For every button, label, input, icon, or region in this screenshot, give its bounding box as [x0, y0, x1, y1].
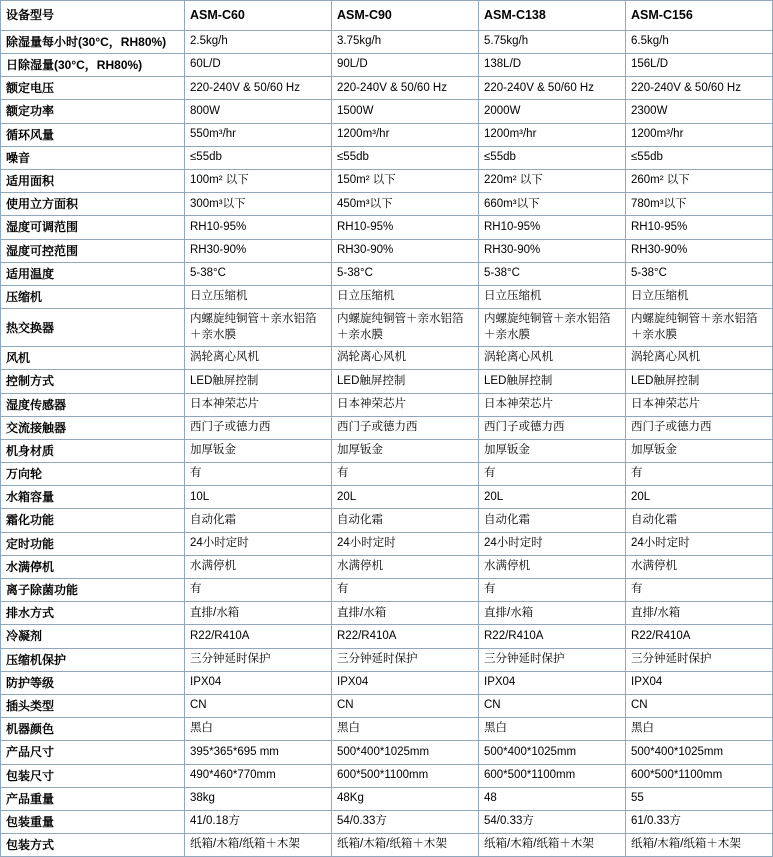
- cell-value: 涡轮离心风机: [626, 347, 773, 370]
- row-label: 压缩机: [1, 285, 185, 308]
- cell-value: IPX04: [185, 671, 332, 694]
- table-body: [1, 30, 773, 856]
- cell-value: 600*500*1100mm: [626, 764, 773, 787]
- row-label: 万向轮: [1, 463, 185, 486]
- cell-value: 500*400*1025mm: [332, 741, 479, 764]
- cell-value: 54/0.33方: [332, 810, 479, 833]
- cell-value: 黑白: [479, 718, 626, 741]
- row-label: 插头类型: [1, 694, 185, 717]
- cell-value: 100m² 以下: [185, 170, 332, 193]
- row-label: 湿度可控范围: [1, 239, 185, 262]
- cell-value: ≤55db: [479, 146, 626, 169]
- row-label: 压缩机保护: [1, 648, 185, 671]
- cell-value: 5-38°C: [626, 262, 773, 285]
- column-header-model-2: ASM-C90: [332, 1, 479, 31]
- table-row: [1, 787, 773, 810]
- cell-value: 1200m³/hr: [332, 123, 479, 146]
- table-row: [1, 810, 773, 833]
- table-row: [1, 439, 773, 462]
- cell-value: 直排/水箱: [626, 602, 773, 625]
- table-row: [1, 694, 773, 717]
- cell-value: 41/0.18方: [185, 810, 332, 833]
- cell-value: 内螺旋纯铜管＋亲水铝箔＋亲水膜: [626, 309, 773, 347]
- cell-value: RH30-90%: [626, 239, 773, 262]
- table-row: [1, 602, 773, 625]
- cell-value: 220m² 以下: [479, 170, 626, 193]
- table-row: [1, 30, 773, 53]
- row-label: 额定电压: [1, 77, 185, 100]
- cell-value: 550m³/hr: [185, 123, 332, 146]
- cell-value: 加厚钣金: [479, 439, 626, 462]
- row-label: 风机: [1, 347, 185, 370]
- table-row: [1, 463, 773, 486]
- cell-value: 有: [479, 463, 626, 486]
- cell-value: 水满停机: [479, 555, 626, 578]
- table-row: [1, 193, 773, 216]
- cell-value: 日立压缩机: [332, 285, 479, 308]
- table-row: [1, 170, 773, 193]
- table-row: [1, 216, 773, 239]
- cell-value: R22/R410A: [185, 625, 332, 648]
- cell-value: RH10-95%: [626, 216, 773, 239]
- table-header-row: [1, 1, 773, 31]
- row-label: 除湿量每小时(30°C，RH80%): [1, 30, 185, 53]
- row-label: 机器颜色: [1, 718, 185, 741]
- row-label: 控制方式: [1, 370, 185, 393]
- cell-value: 38kg: [185, 787, 332, 810]
- row-label: 离子除菌功能: [1, 579, 185, 602]
- cell-value: 1200m³/hr: [479, 123, 626, 146]
- row-label: 适用面积: [1, 170, 185, 193]
- cell-value: 日立压缩机: [626, 285, 773, 308]
- cell-value: 西门子或德力西: [626, 416, 773, 439]
- cell-value: 20L: [626, 486, 773, 509]
- row-label: 水满停机: [1, 555, 185, 578]
- cell-value: IPX04: [479, 671, 626, 694]
- cell-value: 直排/水箱: [479, 602, 626, 625]
- cell-value: LED触屏控制: [332, 370, 479, 393]
- row-label: 适用温度: [1, 262, 185, 285]
- cell-value: 西门子或德力西: [479, 416, 626, 439]
- cell-value: 500*400*1025mm: [626, 741, 773, 764]
- table-row: [1, 239, 773, 262]
- cell-value: 有: [479, 579, 626, 602]
- cell-value: 日立压缩机: [185, 285, 332, 308]
- cell-value: 48Kg: [332, 787, 479, 810]
- cell-value: 三分钟延时保护: [479, 648, 626, 671]
- cell-value: 5-38°C: [332, 262, 479, 285]
- cell-value: 西门子或德力西: [332, 416, 479, 439]
- cell-value: 780m³以下: [626, 193, 773, 216]
- cell-value: 2.5kg/h: [185, 30, 332, 53]
- cell-value: CN: [185, 694, 332, 717]
- cell-value: 日本神荣芯片: [332, 393, 479, 416]
- table-row: [1, 486, 773, 509]
- cell-value: 60L/D: [185, 54, 332, 77]
- cell-value: RH30-90%: [479, 239, 626, 262]
- table-row: [1, 54, 773, 77]
- table-row: [1, 509, 773, 532]
- cell-value: CN: [332, 694, 479, 717]
- cell-value: 260m² 以下: [626, 170, 773, 193]
- row-label: 水箱容量: [1, 486, 185, 509]
- row-label: 定时功能: [1, 532, 185, 555]
- cell-value: 黑白: [332, 718, 479, 741]
- cell-value: 24小时定时: [185, 532, 332, 555]
- cell-value: 有: [626, 579, 773, 602]
- row-label: 产品重量: [1, 787, 185, 810]
- table-row: [1, 285, 773, 308]
- table-row: [1, 393, 773, 416]
- table-row: [1, 370, 773, 393]
- cell-value: LED触屏控制: [479, 370, 626, 393]
- row-label: 循环风量: [1, 123, 185, 146]
- cell-value: RH10-95%: [185, 216, 332, 239]
- table-row: [1, 648, 773, 671]
- row-label: 日除湿量(30°C，RH80%): [1, 54, 185, 77]
- cell-value: ≤55db: [185, 146, 332, 169]
- row-label: 湿度可调范围: [1, 216, 185, 239]
- cell-value: RH30-90%: [185, 239, 332, 262]
- column-header-model-4: ASM-C156: [626, 1, 773, 31]
- cell-value: 水满停机: [185, 555, 332, 578]
- cell-value: 有: [185, 463, 332, 486]
- cell-value: 自动化霜: [332, 509, 479, 532]
- cell-value: R22/R410A: [479, 625, 626, 648]
- row-label: 排水方式: [1, 602, 185, 625]
- cell-value: LED触屏控制: [185, 370, 332, 393]
- cell-value: 5.75kg/h: [479, 30, 626, 53]
- row-label: 冷凝剂: [1, 625, 185, 648]
- cell-value: RH30-90%: [332, 239, 479, 262]
- table-row: [1, 834, 773, 857]
- cell-value: 涡轮离心风机: [479, 347, 626, 370]
- row-label: 交流接触器: [1, 416, 185, 439]
- cell-value: 10L: [185, 486, 332, 509]
- cell-value: 138L/D: [479, 54, 626, 77]
- cell-value: 三分钟延时保护: [626, 648, 773, 671]
- cell-value: 有: [626, 463, 773, 486]
- row-label: 额定功率: [1, 100, 185, 123]
- table-row: [1, 579, 773, 602]
- row-label: 机身材质: [1, 439, 185, 462]
- cell-value: 加厚钣金: [626, 439, 773, 462]
- cell-value: 395*365*695 mm: [185, 741, 332, 764]
- cell-value: RH10-95%: [479, 216, 626, 239]
- cell-value: 55: [626, 787, 773, 810]
- table-row: [1, 77, 773, 100]
- cell-value: 90L/D: [332, 54, 479, 77]
- cell-value: ≤55db: [626, 146, 773, 169]
- cell-value: LED触屏控制: [626, 370, 773, 393]
- cell-value: 1200m³/hr: [626, 123, 773, 146]
- cell-value: 156L/D: [626, 54, 773, 77]
- row-label: 包装尺寸: [1, 764, 185, 787]
- cell-value: 直排/水箱: [332, 602, 479, 625]
- cell-value: 20L: [332, 486, 479, 509]
- cell-value: 500*400*1025mm: [479, 741, 626, 764]
- cell-value: 2300W: [626, 100, 773, 123]
- row-label: 热交换器: [1, 309, 185, 347]
- cell-value: 纸箱/木箱/纸箱＋木架: [332, 834, 479, 857]
- column-header-model-label: 设备型号: [1, 1, 185, 31]
- cell-value: 日立压缩机: [479, 285, 626, 308]
- cell-value: 有: [332, 579, 479, 602]
- cell-value: 24小时定时: [479, 532, 626, 555]
- cell-value: CN: [626, 694, 773, 717]
- cell-value: 内螺旋纯铜管＋亲水铝箔＋亲水膜: [479, 309, 626, 347]
- cell-value: 5-38°C: [185, 262, 332, 285]
- cell-value: 24小时定时: [332, 532, 479, 555]
- cell-value: 2000W: [479, 100, 626, 123]
- row-label: 噪音: [1, 146, 185, 169]
- cell-value: 220-240V & 50/60 Hz: [626, 77, 773, 100]
- cell-value: 220-240V & 50/60 Hz: [185, 77, 332, 100]
- cell-value: 西门子或德力西: [185, 416, 332, 439]
- table-row: [1, 347, 773, 370]
- cell-value: 3.75kg/h: [332, 30, 479, 53]
- row-label: 包装方式: [1, 834, 185, 857]
- cell-value: 6.5kg/h: [626, 30, 773, 53]
- table-row: [1, 416, 773, 439]
- cell-value: 220-240V & 50/60 Hz: [479, 77, 626, 100]
- cell-value: 黑白: [185, 718, 332, 741]
- cell-value: 54/0.33方: [479, 810, 626, 833]
- cell-value: 450m³以下: [332, 193, 479, 216]
- cell-value: 日本神荣芯片: [626, 393, 773, 416]
- cell-value: 日本神荣芯片: [479, 393, 626, 416]
- row-label: 产品尺寸: [1, 741, 185, 764]
- table-row: [1, 262, 773, 285]
- cell-value: 涡轮离心风机: [332, 347, 479, 370]
- cell-value: 加厚钣金: [332, 439, 479, 462]
- cell-value: 20L: [479, 486, 626, 509]
- row-label: 包装重量: [1, 810, 185, 833]
- cell-value: 800W: [185, 100, 332, 123]
- cell-value: 涡轮离心风机: [185, 347, 332, 370]
- cell-value: 纸箱/木箱/纸箱＋木架: [479, 834, 626, 857]
- table-row: [1, 555, 773, 578]
- cell-value: RH10-95%: [332, 216, 479, 239]
- table-row: [1, 625, 773, 648]
- cell-value: 水满停机: [332, 555, 479, 578]
- cell-value: 内螺旋纯铜管＋亲水铝箔＋亲水膜: [185, 309, 332, 347]
- cell-value: 黑白: [626, 718, 773, 741]
- cell-value: R22/R410A: [626, 625, 773, 648]
- table-row: [1, 309, 773, 347]
- cell-value: 三分钟延时保护: [332, 648, 479, 671]
- cell-value: 水满停机: [626, 555, 773, 578]
- row-label: 防护等级: [1, 671, 185, 694]
- cell-value: IPX04: [332, 671, 479, 694]
- cell-value: 150m² 以下: [332, 170, 479, 193]
- table-row: [1, 671, 773, 694]
- cell-value: 自动化霜: [185, 509, 332, 532]
- cell-value: R22/R410A: [332, 625, 479, 648]
- table-row: [1, 146, 773, 169]
- cell-value: 自动化霜: [626, 509, 773, 532]
- column-header-model-3: ASM-C138: [479, 1, 626, 31]
- cell-value: 有: [332, 463, 479, 486]
- cell-value: 有: [185, 579, 332, 602]
- cell-value: 490*460*770mm: [185, 764, 332, 787]
- cell-value: 600*500*1100mm: [332, 764, 479, 787]
- cell-value: 纸箱/木箱/纸箱＋木架: [185, 834, 332, 857]
- row-label: 使用立方面积: [1, 193, 185, 216]
- cell-value: 600*500*1100mm: [479, 764, 626, 787]
- cell-value: 自动化霜: [479, 509, 626, 532]
- table-header: [1, 1, 773, 31]
- cell-value: ≤55db: [332, 146, 479, 169]
- cell-value: 48: [479, 787, 626, 810]
- table-row: [1, 100, 773, 123]
- row-label: 湿度传感器: [1, 393, 185, 416]
- table-row: [1, 741, 773, 764]
- cell-value: CN: [479, 694, 626, 717]
- table-row: [1, 532, 773, 555]
- table-row: [1, 718, 773, 741]
- row-label: 霜化功能: [1, 509, 185, 532]
- cell-value: 24小时定时: [626, 532, 773, 555]
- cell-value: IPX04: [626, 671, 773, 694]
- table-row: [1, 764, 773, 787]
- cell-value: 220-240V & 50/60 Hz: [332, 77, 479, 100]
- cell-value: 660m³以下: [479, 193, 626, 216]
- cell-value: 三分钟延时保护: [185, 648, 332, 671]
- cell-value: 加厚钣金: [185, 439, 332, 462]
- cell-value: 300m³以下: [185, 193, 332, 216]
- cell-value: 日本神荣芯片: [185, 393, 332, 416]
- cell-value: 纸箱/木箱/纸箱＋木架: [626, 834, 773, 857]
- cell-value: 61/0.33方: [626, 810, 773, 833]
- cell-value: 1500W: [332, 100, 479, 123]
- column-header-model-1: ASM-C60: [185, 1, 332, 31]
- cell-value: 5-38°C: [479, 262, 626, 285]
- cell-value: 内螺旋纯铜管＋亲水铝箔＋亲水膜: [332, 309, 479, 347]
- cell-value: 直排/水箱: [185, 602, 332, 625]
- table-row: [1, 123, 773, 146]
